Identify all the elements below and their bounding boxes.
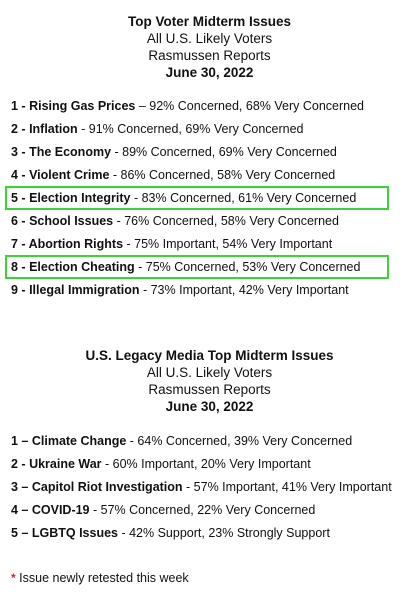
voter-item-detail: - 86% Concerned, 58% Very Concerned: [109, 168, 336, 182]
footnote-text: Issue newly retested this week: [19, 571, 189, 585]
voter-item-rank: 8 -: [11, 260, 30, 274]
voter-item-rank: 1 -: [11, 99, 30, 113]
legacy-item-rank: 3 –: [11, 480, 32, 494]
voter-issues-date: June 30, 2022: [165, 65, 254, 80]
legacy-item-issue: Climate Change: [31, 434, 127, 448]
legacy-item-rank: 1 –: [11, 434, 32, 448]
voter-item-issue: Abortion Rights: [28, 237, 124, 251]
voter-item: [11, 121, 304, 137]
legacy-item: [11, 502, 315, 518]
legacy-item-detail: - 57% Concerned, 22% Very Concerned: [89, 503, 316, 517]
voter-issues-subtitle: All U.S. Likely Voters: [146, 31, 273, 46]
voter-item-detail: - 75% Important, 54% Very Important: [123, 237, 333, 251]
voter-issues-source: Rasmussen Reports: [148, 48, 271, 63]
legacy-item-detail: - 57% Important, 41% Very Important: [182, 480, 392, 494]
voter-item-rank: 3 -: [11, 145, 30, 159]
voter-item-detail: - 76% Concerned, 58% Very Concerned: [113, 214, 339, 228]
voter-item: [11, 213, 339, 229]
voter-item: [11, 167, 335, 183]
voter-item-detail: – 92% Concerned, 68% Very Concerned: [135, 99, 364, 113]
voter-item: [11, 144, 337, 160]
legacy-item: [11, 479, 392, 495]
legacy-issues-source: Rasmussen Reports: [148, 382, 271, 397]
voter-item-issue: Violent Crime: [29, 168, 110, 182]
voter-item-rank: 7 -: [11, 237, 29, 251]
voter-issues-title: Top Voter Midterm Issues: [127, 14, 292, 29]
voter-item-detail: - 73% Important, 42% Very Important: [139, 283, 349, 297]
voter-item-rank: 6 -: [11, 214, 30, 228]
voter-item-detail: - 91% Concerned, 69% Very Concerned: [77, 122, 304, 136]
voter-item-detail: - 89% Concerned, 69% Very Concerned: [111, 145, 337, 159]
legacy-item-detail: - 64% Concerned, 39% Very Concerned: [126, 434, 353, 448]
legacy-item-rank: 4 –: [11, 503, 32, 517]
legacy-item-detail: - 42% Support, 23% Strongly Support: [118, 526, 330, 540]
voter-item-rank: 5 -: [11, 191, 30, 205]
legacy-item-rank: 5 –: [11, 526, 32, 540]
legacy-item: [11, 525, 330, 541]
voter-item-rank: 2 -: [11, 122, 30, 136]
voter-item-issue: Inflation: [29, 122, 78, 136]
voter-item-issue: The Economy: [29, 145, 112, 159]
legacy-item-issue: COVID-19: [31, 503, 90, 517]
legacy-issues-subtitle: All U.S. Likely Voters: [146, 365, 273, 380]
legacy-item-issue: Capitol Riot Investigation: [31, 480, 183, 494]
footnote: [11, 570, 189, 586]
voter-item: [11, 282, 349, 298]
voter-item-rank: 9 -: [11, 283, 30, 297]
voter-item-issue: Illegal Immigration: [29, 283, 140, 297]
voter-item-issue: Election Integrity: [29, 191, 131, 205]
voter-item-detail: - 75% Concerned, 53% Very Concerned: [134, 260, 361, 274]
voter-item-detail: - 83% Concerned, 61% Very Concerned: [130, 191, 357, 205]
voter-item: [11, 190, 356, 206]
voter-item-issue: Rising Gas Prices: [29, 99, 136, 113]
legacy-item-issue: LGBTQ Issues: [31, 526, 118, 540]
legacy-issues-header: [0, 347, 419, 415]
legacy-item-detail: - 60% Important, 20% Very Important: [101, 457, 311, 471]
legacy-issues-title: U.S. Legacy Media Top Midterm Issues: [85, 348, 334, 363]
voter-issues-header: [0, 13, 419, 81]
legacy-item-rank: 2 -: [11, 457, 30, 471]
legacy-issues-date: June 30, 2022: [165, 399, 254, 414]
legacy-item: [11, 433, 352, 449]
voter-item-issue: School Issues: [29, 214, 114, 228]
footnote-marker: *: [11, 571, 16, 585]
legacy-item-issue: Ukraine War: [29, 457, 102, 471]
voter-item: [11, 259, 360, 275]
voter-item-rank: 4 -: [11, 168, 30, 182]
voter-item: [11, 98, 364, 114]
voter-item: [11, 236, 332, 252]
voter-item-issue: Election Cheating: [29, 260, 135, 274]
legacy-item: [11, 456, 311, 472]
